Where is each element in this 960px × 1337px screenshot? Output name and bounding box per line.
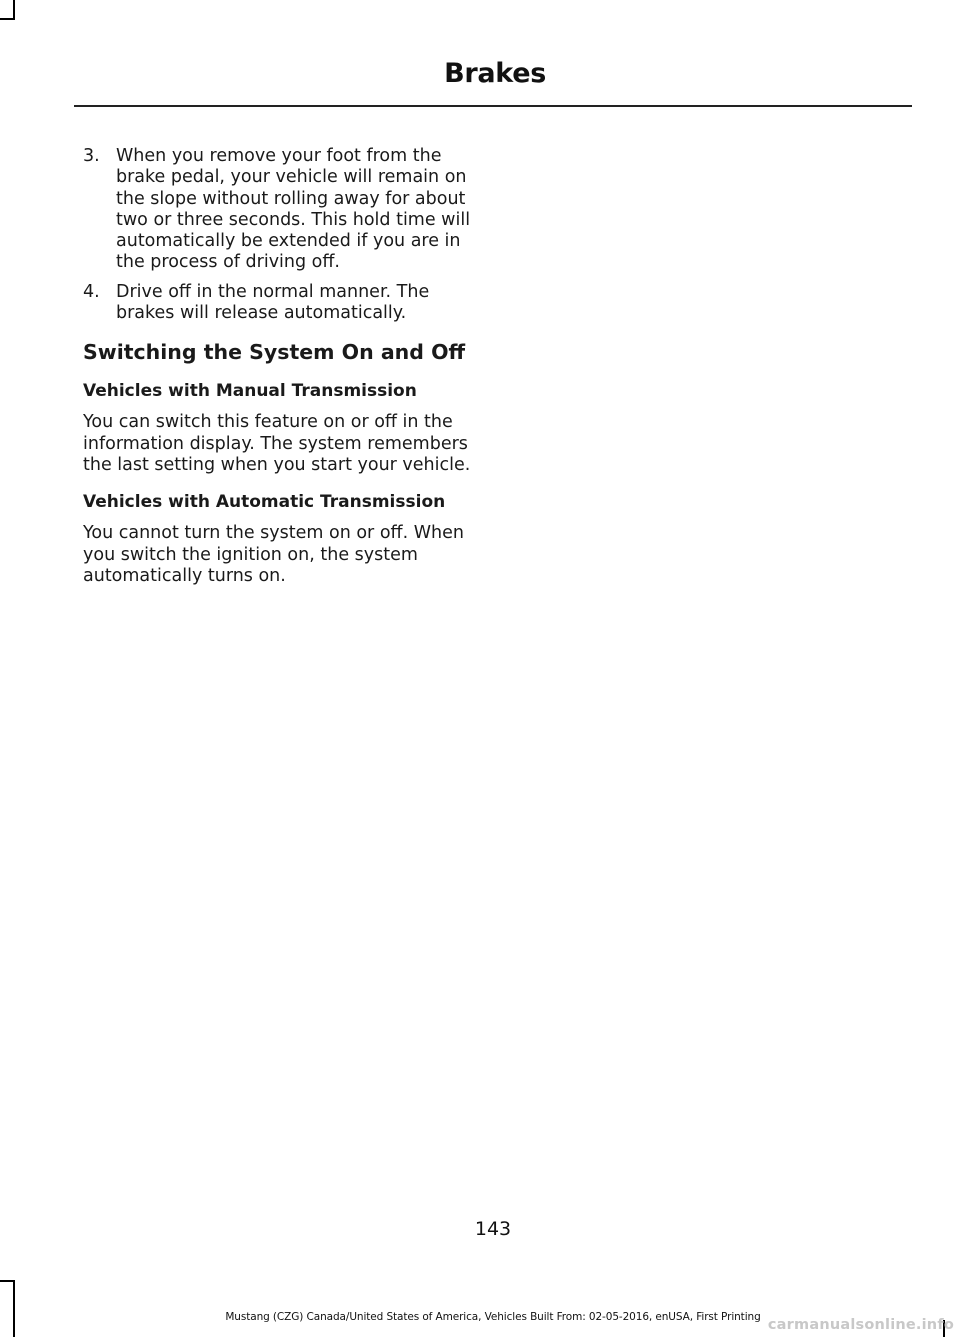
automatic-transmission-paragraph: You cannot turn the system on or off. When you switch the ignition on, the system automatically turns on. [83,523,464,586]
list-item-number: 4. [83,281,100,302]
header-divider [74,105,912,107]
list-item-number: 3. [83,146,100,166]
page-section-title: Brakes [444,58,546,89]
list-item [83,282,479,325]
footer-document-info: Mustang (CZG) Canada/United States of America, Vehicles Built From: 02-05-2016, enUSA, First Printing [225,1311,761,1323]
list-item-text: When you remove your foot from the brake pedal, your vehicle will remain on the slope without rolling away for about two or three seconds. This hold time will automatically be extended if you are in the process of driving off. [116,146,471,273]
manual-transmission-subheading: Vehicles with Manual Transmission [83,381,417,402]
crop-mark-bottom-left-vertical [13,1280,15,1337]
manual-transmission-paragraph: You can switch this feature on or off in the information display. The system remembers the last setting when you start your vehicle. [83,412,471,475]
watermark: carmanualsonline.info [767,1317,954,1333]
page-number: 143 [474,1218,512,1240]
list-item-text: Drive off in the normal manner. The brakes will release automatically. [116,281,430,324]
crop-mark-top-left-vertical [13,0,15,20]
list-item [83,146,479,274]
section-heading: Switching the System On and Off [83,340,466,365]
main-column [83,146,479,601]
automatic-transmission-subheading: Vehicles with Automatic Transmission [83,492,446,513]
crop-mark-bottom-left-horizontal [0,1280,15,1282]
crop-mark-top-left-horizontal [0,18,15,20]
